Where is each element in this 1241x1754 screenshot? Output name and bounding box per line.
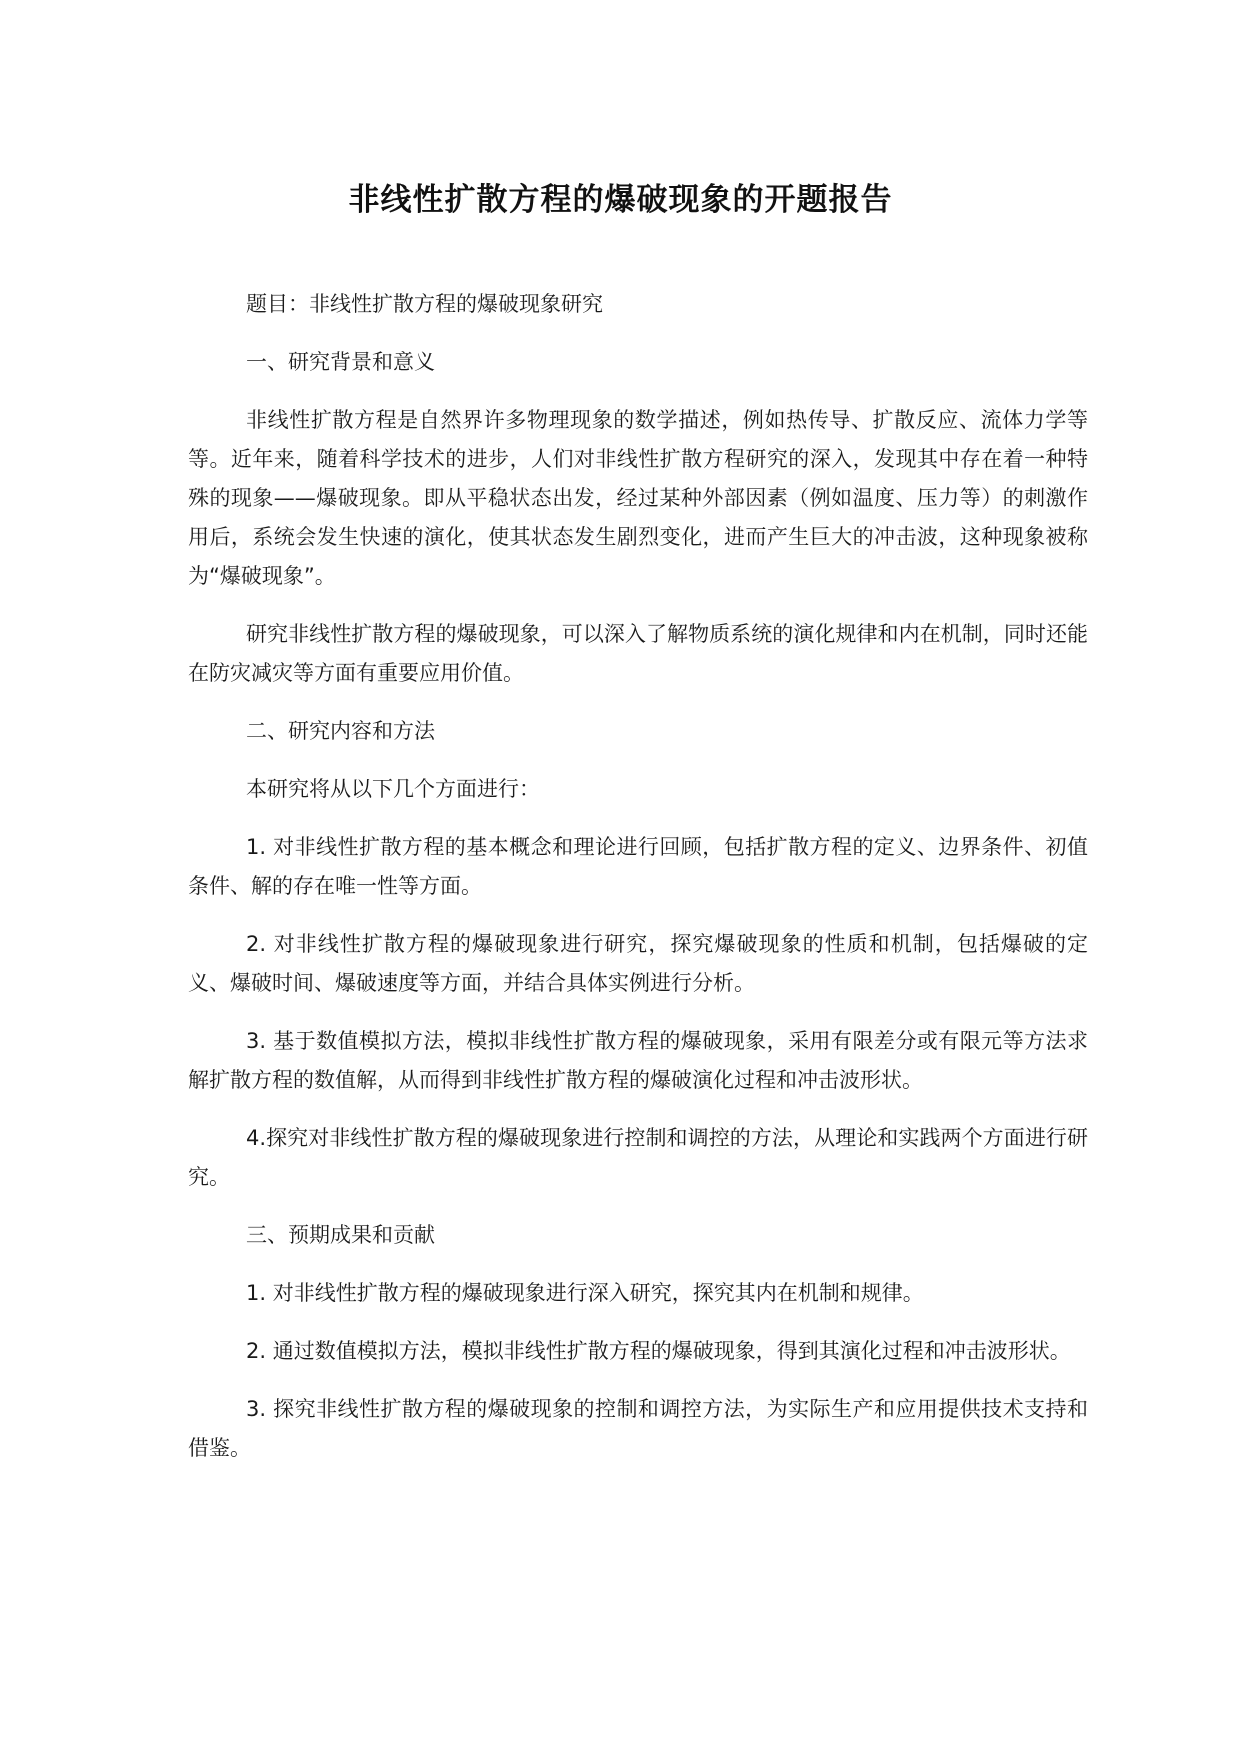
section-heading-background: 一、研究背景和意义 — [246, 350, 435, 374]
methods-item: 3. 基于数值模拟方法，模拟非线性扩散方程的爆破现象，采用有限差分或有限元等方法求解扩散方程的数值解，从而得到非线性扩散方程的爆破演化过程和冲击波形状。 — [188, 1029, 1088, 1092]
section-heading-methods: 二、研究内容和方法 — [246, 719, 435, 743]
methods-item: 4.探究对非线性扩散方程的爆破现象进行控制和调控的方法，从理论和实践两个方面进行研究。 — [188, 1126, 1088, 1189]
methods-intro: 本研究将从以下几个方面进行： — [246, 777, 540, 801]
methods-item: 2. 对非线性扩散方程的爆破现象进行研究，探究爆破现象的性质和机制，包括爆破的定义、爆破时间、爆破速度等方面，并结合具体实例进行分析。 — [188, 932, 1088, 995]
outcomes-item: 1. 对非线性扩散方程的爆破现象进行深入研究，探究其内在机制和规律。 — [246, 1281, 924, 1305]
outcomes-item: 2. 通过数值模拟方法，模拟非线性扩散方程的爆破现象，得到其演化过程和冲击波形状。 — [246, 1339, 1071, 1363]
methods-item: 1. 对非线性扩散方程的基本概念和理论进行回顾，包括扩散方程的定义、边界条件、初值条件、解的存在唯一性等方面。 — [188, 835, 1088, 898]
significance-paragraph: 研究非线性扩散方程的爆破现象，可以深入了解物质系统的演化规律和内在机制，同时还能在防灾减灾等方面有重要应用价值。 — [188, 622, 1088, 685]
section-heading-outcomes: 三、预期成果和贡献 — [246, 1223, 435, 1247]
document-title: 非线性扩散方程的爆破现象的开题报告 — [348, 182, 893, 218]
background-paragraph: 非线性扩散方程是自然界许多物理现象的数学描述，例如热传导、扩散反应、流体力学等等。近年来，随着科学技术的进步，人们对非线性扩散方程研究的深入，发现其中存在着一种特殊的现象——爆破现象。即从平稳状态出发，经过某种外部因素（例如温度、压力等）的刺激作用后，系统会发生快速的演化，使其状态发生剧烈变化，进而产生巨大的冲击波，这种现象被称为“爆破现象”。 — [188, 408, 1088, 588]
outcomes-item: 3. 探究非线性扩散方程的爆破现象的控制和调控方法，为实际生产和应用提供技术支持和借鉴。 — [188, 1397, 1088, 1460]
document-body — [188, 285, 1088, 1487]
topic-line: 题目：非线性扩散方程的爆破现象研究 — [246, 292, 603, 316]
